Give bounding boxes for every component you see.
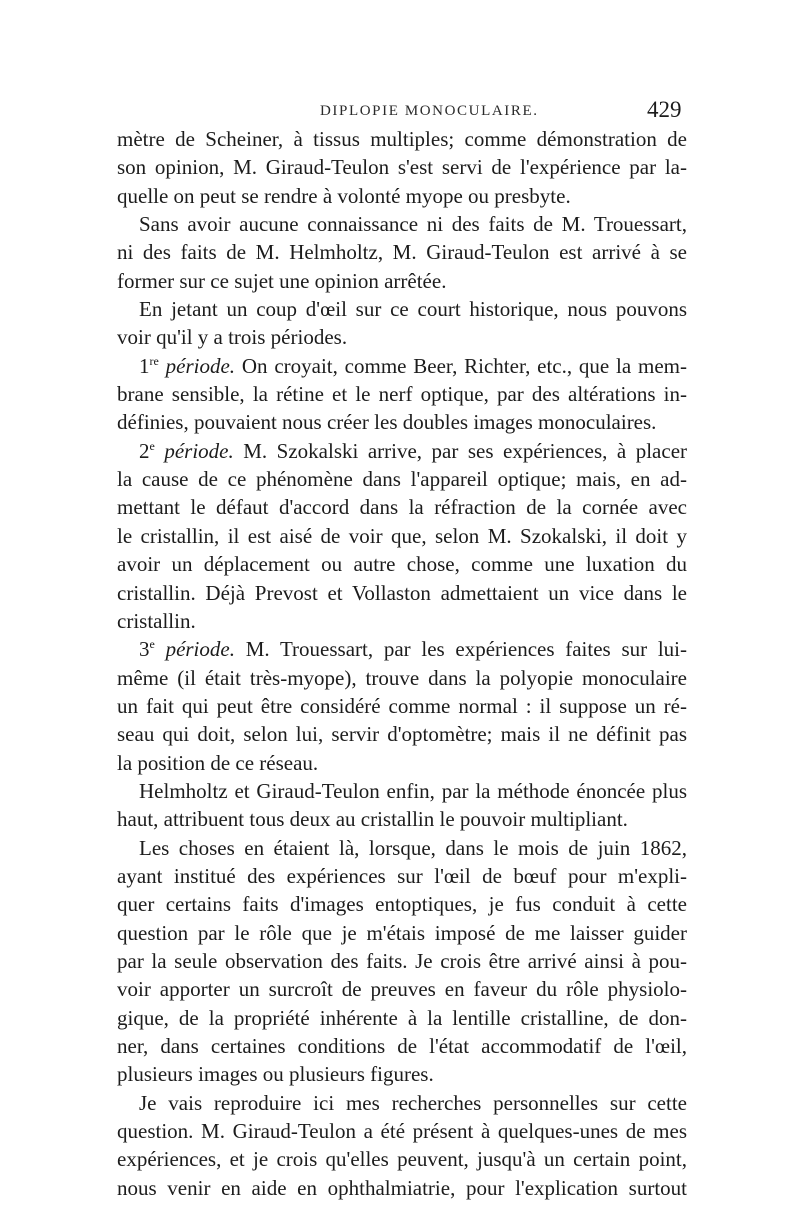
body-text — [117, 125, 687, 1202]
text-line: par la seule observation des faits. Je crois être arrivé ainsi à pou- — [117, 948, 687, 973]
text-line: question. M. Giraud-Teulon a été présent à quelques-unes de mes — [117, 1119, 687, 1144]
text-line: En jetant un coup d'œil sur ce court historique, nous pouvons — [139, 297, 687, 322]
text-line: le cristallin, il est aisé de voir que, selon M. Szokalski, il doit y — [117, 523, 687, 548]
text-line: quelle on peut se rendre à volonté myope ou presbyte. — [117, 183, 571, 208]
text-line: avoir un déplacement ou autre chose, comme une luxation du — [117, 552, 687, 577]
text-line: question par le rôle que je m'étais imposé de me laisser guider — [117, 920, 687, 945]
text-line: même (il était très-myope), trouve dans la polyopie monoculaire — [117, 665, 687, 690]
text-line: plusieurs images ou plusieurs figures. — [117, 1062, 434, 1087]
text-line — [117, 635, 687, 663]
period-ordinal: e — [149, 438, 155, 453]
text-line: un fait qui peut être considéré comme normal : il suppose un ré- — [117, 693, 687, 718]
text-line: mètre de Scheiner, à tissus multiples; comme démonstration de — [117, 127, 687, 151]
text-line: haut, attribuent tous deux au cristallin le pouvoir multipliant. — [117, 807, 628, 832]
period-ordinal: e — [149, 637, 155, 652]
text-line: cristallin. Déjà Prevost et Vollaston admettaient un vice dans le — [117, 580, 687, 605]
text-line: voir apporter un surcroît de preuves en faveur du rôle physiolo- — [117, 977, 687, 1002]
text-line: la position de ce réseau. — [117, 750, 319, 775]
period-label: période. — [164, 438, 234, 463]
period-ordinal: re — [149, 353, 159, 368]
period-number: 3 — [139, 637, 150, 662]
text-line — [117, 437, 687, 465]
text-line: ayant institué des expériences sur l'œil de bœuf pour m'expli- — [117, 863, 687, 888]
period-text: On croyait, comme Beer, Richter, etc., que la mem- — [235, 353, 687, 378]
text-line: former sur ce sujet une opinion arrêtée. — [117, 268, 447, 293]
period-text: M. Trouessart, par les expériences faites sur lui- — [234, 637, 687, 662]
period-number: 1 — [139, 353, 150, 378]
text-line: définies, pouvaient nous créer les doubles images monoculaires. — [117, 410, 657, 435]
text-line: Sans avoir aucune connaissance ni des faits de M. Trouessart, — [139, 212, 687, 237]
text-line — [117, 352, 687, 380]
text-line: la cause de ce phénomène dans l'appareil optique; mais, en ad- — [117, 467, 687, 492]
text-line: quer certains faits d'images entoptiques, je fus conduit à cette — [117, 892, 687, 917]
period-number: 2 — [139, 438, 150, 463]
text-line: Les choses en étaient là, lorsque, dans le mois de juin 1862, — [139, 835, 687, 860]
text-line: brane sensible, la rétine et le nerf optique, par des altérations in- — [117, 382, 687, 407]
period-text: M. Szokalski arrive, par ses expériences, à placer — [233, 438, 687, 463]
text-line: son opinion, M. Giraud-Teulon s'est servi de l'expérience par la- — [117, 155, 687, 180]
text-line: cristallin. — [117, 608, 196, 633]
running-header — [0, 97, 800, 127]
text-line: Helmholtz et Giraud-Teulon enfin, par la méthode énoncée plus — [139, 778, 687, 803]
text-line: voir qu'il y a trois périodes. — [117, 325, 348, 350]
text-line: Je vais reproduire ici mes recherches personnelles sur cette — [139, 1090, 687, 1115]
text-line: seau qui doit, selon lui, servir d'optomètre; mais il ne définit pas — [117, 722, 687, 747]
text-line: expériences, et je crois qu'elles peuvent, jusqu'à un certain point, — [117, 1147, 687, 1172]
text-line: nous venir en aide en ophthalmiatrie, pour l'explication surtout — [117, 1175, 687, 1200]
text-line: gique, de la propriété inhérente à la lentille cristalline, de don- — [117, 1005, 687, 1030]
running-title: DIPLOPIE MONOCULAIRE. — [320, 103, 539, 119]
text-line: ner, dans certaines conditions de l'état accommodatif de l'œil, — [117, 1034, 687, 1058]
text-line: ni des faits de M. Helmholtz, M. Giraud-Teulon est arrivé à se — [117, 240, 687, 265]
period-label: période. — [165, 353, 236, 378]
page-number: 429 — [647, 97, 682, 122]
text-line: mettant le défaut d'accord dans la réfraction de la cornée avec — [117, 495, 687, 520]
period-label: période. — [165, 637, 235, 662]
